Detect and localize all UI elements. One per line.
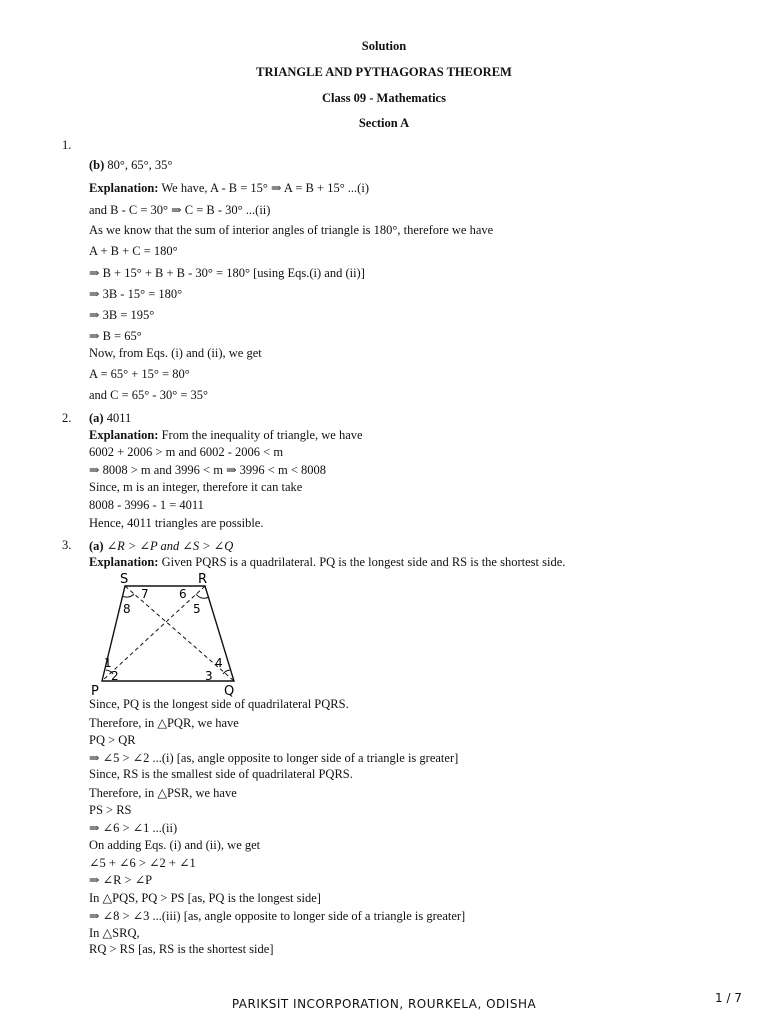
q1-line: ⇒ 3B - 15° = 180° xyxy=(89,287,183,301)
q3-line: ⇒ ∠6 > ∠1 ...(ii) xyxy=(89,821,178,835)
angle-label-7: 7 xyxy=(141,587,149,601)
q1-answer-text: 80°, 65°, 35° xyxy=(104,158,173,172)
q3-explanation xyxy=(89,555,565,570)
q3-answer xyxy=(89,538,233,554)
q1-line: Now, from Eqs. (i) and (ii), we get xyxy=(89,346,262,360)
vertex-label-q: Q xyxy=(224,684,235,699)
q3-line: In △PQS, PQ > PS [as, PQ is the longest side] xyxy=(89,891,321,905)
q2-line: ⇒ 8008 > m and 3996 < m ⇒ 3996 < m < 8008 xyxy=(89,463,326,477)
q1-answer-option: (b) xyxy=(89,158,105,172)
q3-expl-text: Given PQRS is a quadrilateral. PQ is the longest side and RS is the shortest side. xyxy=(158,555,566,569)
q2-line: Hence, 4011 triangles are possible. xyxy=(89,516,264,530)
q3-line: On adding Eqs. (i) and (ii), we get xyxy=(89,838,261,852)
question-number-2: 2. xyxy=(62,411,72,425)
q3-line: ⇒ ∠R > ∠P xyxy=(89,873,153,887)
vertex-label-p: P xyxy=(91,684,99,699)
angle-arc-s xyxy=(122,594,134,597)
question-number-1: 1. xyxy=(62,138,72,152)
q1-answer xyxy=(89,158,172,173)
q1-line: and B - C = 30° ⇒ C = B - 30° ...(ii) xyxy=(89,203,271,217)
q1-line: A + B + C = 180° xyxy=(89,244,178,258)
vertex-label-r: R xyxy=(198,572,208,587)
q1-expl-text: We have, A - B = 15° ⇒ A = B + 15° ...(i) xyxy=(158,181,369,195)
q3-line: Since, PQ is the longest side of quadrilateral PQRS. xyxy=(89,697,349,711)
angle-arc-q xyxy=(223,670,231,674)
q2-answer-option: (a) xyxy=(89,411,104,425)
q1-line: A = 65° + 15° = 80° xyxy=(89,367,190,381)
q2-expl-label: Explanation: xyxy=(89,428,159,442)
q1-line: and C = 65° - 30° = 35° xyxy=(89,388,209,402)
q3-line: Therefore, in △PQR, we have xyxy=(89,716,239,730)
section-heading: Section A xyxy=(358,116,410,130)
q2-answer-text: 4011 xyxy=(103,411,132,425)
vertex-label-s: S xyxy=(120,572,129,587)
solution-heading: Solution xyxy=(361,39,407,53)
page-number: 1 / 7 xyxy=(715,991,742,1005)
q2-expl-text: From the inequality of triangle, we have xyxy=(158,428,363,442)
angle-label-5: 5 xyxy=(193,602,201,616)
q3-line: Therefore, in △PSR, we have xyxy=(89,786,237,800)
q2-explanation xyxy=(89,428,363,443)
angle-label-2: 2 xyxy=(111,669,119,683)
q3-line: PQ > QR xyxy=(89,733,136,747)
q1-expl-label: Explanation: xyxy=(89,181,159,195)
class-subtitle: Class 09 - Mathematics xyxy=(322,91,446,105)
q2-line: Since, m is an integer, therefore it can take xyxy=(89,480,303,494)
q1-line: ⇒ B + 15° + B + B - 30° = 180° [using Eqs.(i) and (ii)] xyxy=(89,266,365,280)
q3-answer-text: ∠R > ∠P and ∠S > ∠Q xyxy=(103,539,234,553)
q3-line: ⇒ ∠8 > ∠3 ...(iii) [as, angle opposite to longer side of a triangle is greater] xyxy=(89,909,466,923)
quadrilateral-figure xyxy=(88,570,248,700)
page-title: TRIANGLE AND PYTHAGORAS THEOREM xyxy=(256,65,512,79)
q1-line: ⇒ 3B = 195° xyxy=(89,308,155,322)
q3-line: In △SRQ, xyxy=(89,926,140,940)
angle-label-3: 3 xyxy=(205,669,213,683)
q2-line: 8008 - 3996 - 1 = 4011 xyxy=(89,498,204,512)
q3-line: Since, RS is the smallest side of quadrilateral PQRS. xyxy=(89,767,353,781)
angle-label-1: 1 xyxy=(104,656,112,670)
q2-answer xyxy=(89,411,131,426)
q1-line: As we know that the sum of interior angles of triangle is 180°, therefore we have xyxy=(89,223,494,237)
q3-answer-option: (a) xyxy=(89,539,104,553)
q1-explanation xyxy=(89,180,369,196)
diagonal-rp xyxy=(102,586,205,681)
angle-label-6: 6 xyxy=(179,587,187,601)
q1-line: ⇒ B = 65° xyxy=(89,329,142,343)
angle-label-4: 4 xyxy=(215,656,223,670)
q3-line: PS > RS xyxy=(89,803,132,817)
q3-line: ∠5 + ∠6 > ∠2 + ∠1 xyxy=(89,856,196,870)
q3-line: RQ > RS [as, RS is the shortest side] xyxy=(89,942,274,956)
question-number-3: 3. xyxy=(62,538,72,552)
angle-label-8: 8 xyxy=(123,602,131,616)
q3-expl-label: Explanation: xyxy=(89,555,159,569)
q2-line: 6002 + 2006 > m and 6002 - 2006 < m xyxy=(89,445,284,459)
q3-line: ⇒ ∠5 > ∠2 ...(i) [as, angle opposite to longer side of a triangle is greater] xyxy=(89,751,459,765)
page-footer: PARIKSIT INCORPORATION, ROURKELA, ODISHA xyxy=(231,997,537,1011)
